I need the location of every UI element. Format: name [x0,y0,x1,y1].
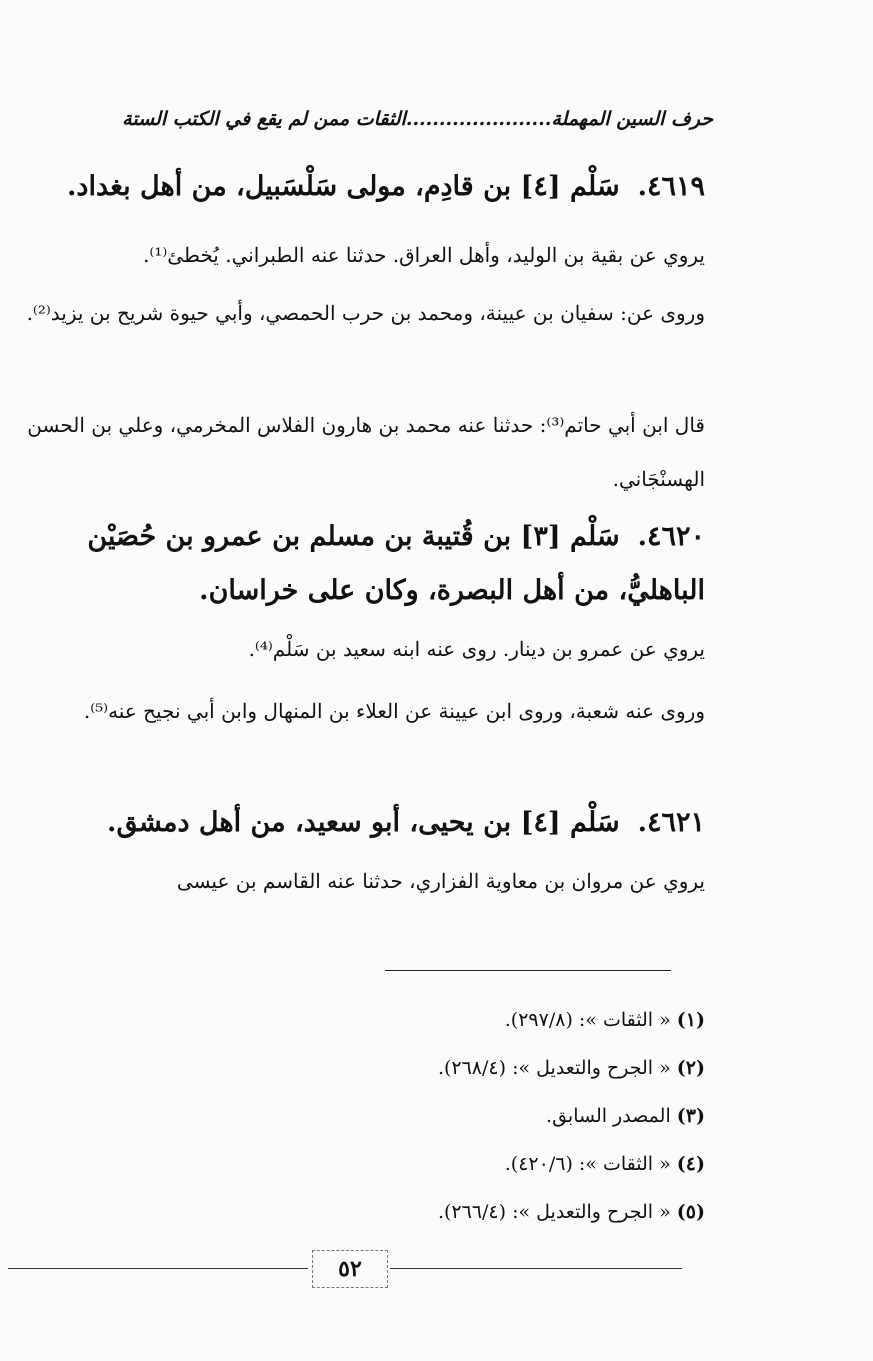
entry-paragraph: يروي عن مروان بن معاوية الفزاري، حدثنا عنه القاسم بن عيسى [176,869,705,893]
entry-title [22,796,705,850]
entry-paragraph: قال ابن أبي حاتم⁽³⁾: حدثنا عنه محمد بن هارون الفلاس المخرمي، وعلي بن الحسن الهسنْجَاني. [27,413,705,491]
footnote [300,1044,705,1092]
entry-number: ٤٦٢١. [637,807,705,838]
entry-paragraph: وروى عن: سفيان بن عيينة، ومحمد بن حرب الحمصي، وأبي حيوة شريح بن يزيد⁽²⁾. [26,301,705,325]
footnote-text: المصدر السابق. [546,1105,671,1127]
footnote-label: (٣) [676,1105,705,1127]
entry-heading: سَلْم [٤] بن قادِم، مولى سَلْسَبيل، من أهل بغداد. [67,171,620,202]
footnote [300,1092,705,1140]
entry-number: ٤٦١٩. [637,171,705,202]
entry-number: ٤٦٢٠. [637,521,705,552]
entry-paragraph: يروي عن عمرو بن دينار. روى عنه ابنه سعيد بن سَلْم⁽⁴⁾. [248,637,705,661]
footnote-label: (١) [676,1009,705,1031]
entry-heading: سَلْم [٣] بن قُتيبة بن مسلم بن عمرو بن حُصَيْن الباهليُّ، من أهل البصرة، وكان على خراسان. [87,521,705,606]
footnote-label: (٢) [676,1057,705,1079]
footnote-divider [385,970,671,971]
entry-title [22,160,705,214]
footer-rule-right [390,1268,682,1269]
footnote-text: « الثقات »: (٤٢٠/٦). [504,1153,671,1175]
footnote-text: « الجرح والتعديل »: (٢٦٨/٤). [437,1057,671,1079]
running-header: حرف السين المهملة......................الثقات ممن لم يقع في الكتب الستة [122,108,713,130]
entry-heading: سَلْم [٤] بن يحيى، أبو سعيد، من أهل دمشق. [107,807,620,838]
entry-paragraph: يروي عن بقية بن الوليد، وأهل العراق. حدثنا عنه الطبراني. يُخطئ⁽¹⁾. [143,243,705,267]
footnote [300,1140,705,1188]
footnote-label: (٤) [676,1153,705,1175]
entry-title [22,510,705,618]
footnote-label: (٥) [676,1201,705,1223]
footnote [300,996,705,1044]
footer-rule-left [8,1268,308,1269]
entry-paragraph: وروى عنه شعبة، وروى ابن عيينة عن العلاء بن المنهال وابن أبي نجيح عنه⁽⁵⁾. [83,699,705,723]
footnote-text: « الثقات »: (٢٩٧/٨). [504,1009,671,1031]
footnote [300,1188,705,1236]
page-number: ٥٢ [312,1250,388,1288]
footnote-text: « الجرح والتعديل »: (٢٦٦/٤). [437,1201,671,1223]
